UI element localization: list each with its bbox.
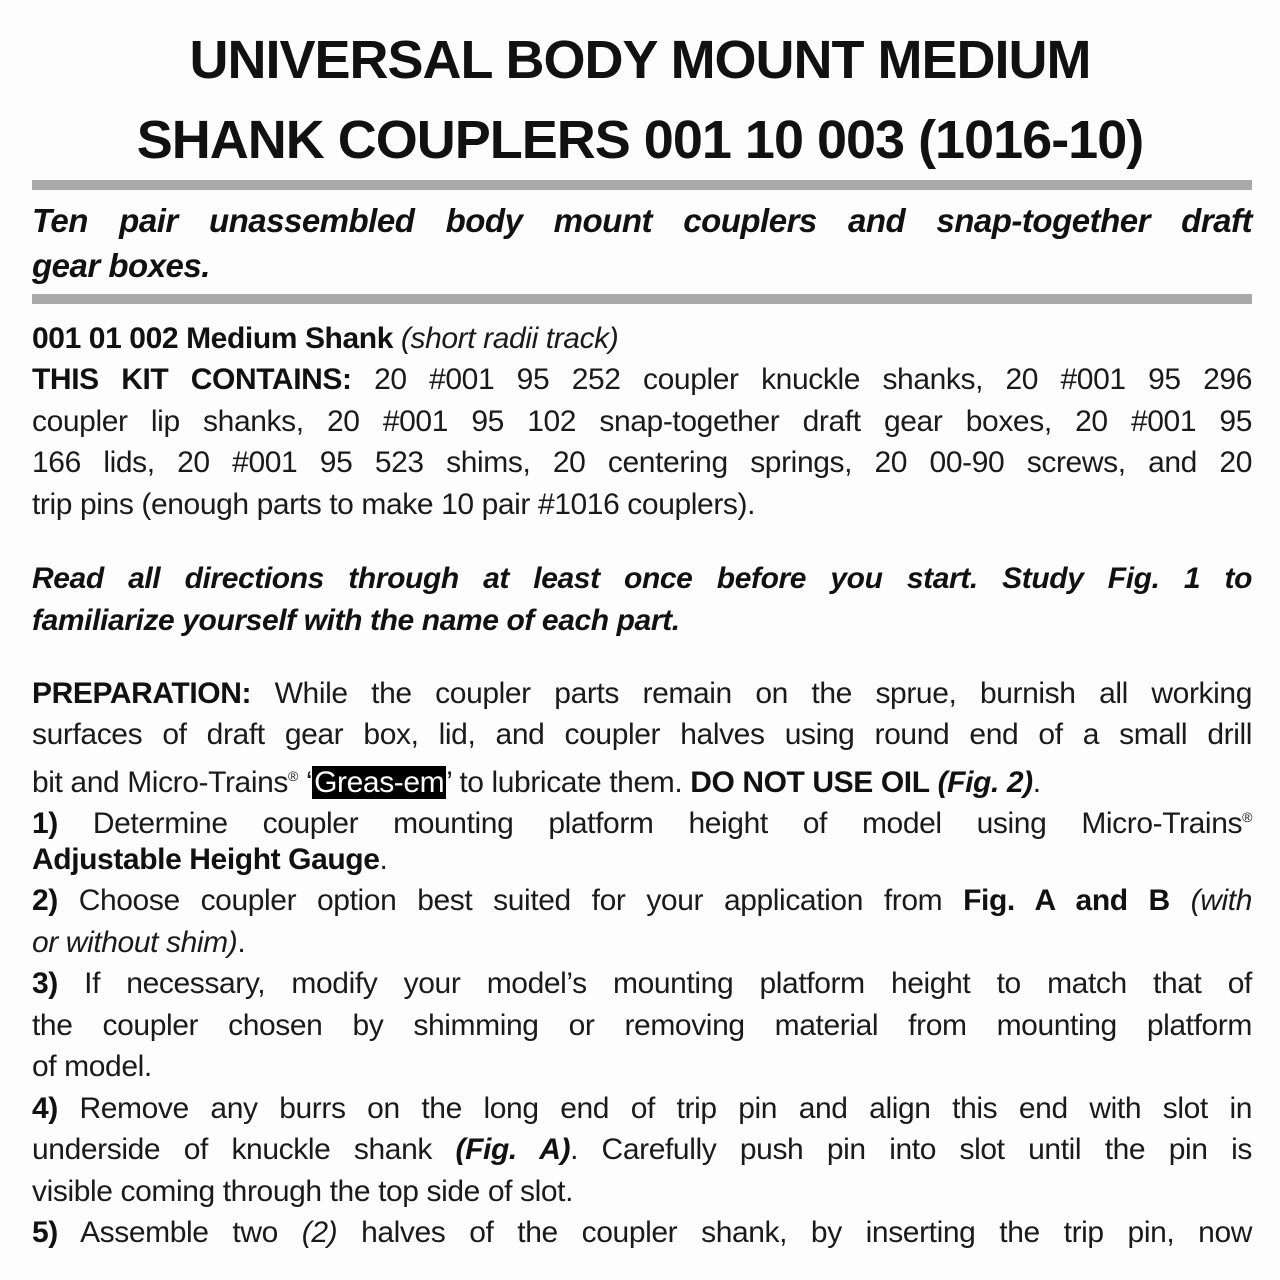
step-number: 4) — [32, 1092, 58, 1125]
step-number: 5) — [32, 1216, 58, 1249]
step-note: (with — [1169, 884, 1252, 917]
prep-line-1 — [32, 673, 1252, 714]
prep-text: to lubricate them. — [451, 766, 691, 799]
fig-ref: (Fig. 2) — [937, 766, 1033, 799]
step-number: 3) — [32, 967, 58, 1000]
step-text: Remove any burrs on the long end of trip pin and align this end with slot in — [57, 1092, 1252, 1125]
step-4-line-1 — [32, 1088, 1252, 1129]
no-oil-warning: DO NOT USE OIL — [690, 766, 930, 799]
document-title-line-1: UNIVERSAL BODY MOUNT MEDIUM — [189, 30, 1091, 90]
step-text: underside of knuckle shank — [32, 1133, 456, 1166]
step-4-line-2 — [32, 1129, 1252, 1170]
prep-line-3: bit and Micro-Trains® ‘Greas-em’ to lubricate them. DO NOT USE OIL (Fig. 2). — [32, 766, 1041, 799]
prep-label: PREPARATION: — [32, 677, 252, 710]
kit-contains-label: THIS KIT CONTAINS: — [32, 363, 352, 396]
kit-contents-line: trip pins (enough parts to make 10 pair #1016 couplers). — [32, 488, 756, 521]
step-text: . Carefully push pin into slot until the pin is — [570, 1133, 1252, 1166]
step-text: halves of the coupler shank, by inserting the trip pin, now — [337, 1216, 1252, 1249]
step-text: Assemble two — [57, 1216, 302, 1249]
step-text: Choose coupler option best suited for your application from — [57, 884, 964, 917]
fig-ref: (Fig. A) — [455, 1133, 571, 1166]
step-2-line-1 — [32, 880, 1252, 921]
step-text: If necessary, modify your model’s mounting platform height to match that of — [57, 967, 1252, 1000]
prep-text: bit and Micro-Trains — [32, 766, 288, 799]
read-first-line-2: familiarize yourself with the name of each part. — [32, 604, 680, 637]
punct: . — [1032, 766, 1041, 799]
step-3-line-1 — [32, 963, 1252, 1004]
step-number: 1) — [32, 807, 58, 840]
divider-rule — [32, 180, 1252, 190]
fig-ref: Fig. A and B — [963, 884, 1170, 917]
kit-contents-line — [32, 359, 1252, 400]
kit-part-number: 001 01 002 Medium Shank — [32, 322, 393, 355]
step-3-line-2: the coupler chosen by shimming or removing material from mounting platform — [32, 1009, 1252, 1042]
intro-line-2: gear boxes. — [32, 247, 210, 284]
intro-line-1: Ten pair unassembled body mount couplers and snap-together draft — [32, 202, 1252, 239]
kit-contents-line: 166 lids, 20 #001 95 523 shims, 20 centering springs, 20 00-90 screws, and 20 — [32, 446, 1252, 479]
step-5-line-1 — [32, 1212, 1252, 1253]
kit-part-note: (short radii track) — [400, 322, 619, 355]
step-1-line-1 — [32, 797, 1252, 844]
step-3-line-3: of model. — [32, 1050, 152, 1083]
kit-contents-line: coupler lip shanks, 20 #001 95 102 snap-together draft gear boxes, 20 #001 95 — [32, 405, 1252, 438]
step-note: (2) — [301, 1216, 338, 1249]
step-text: Determine coupler mounting platform height of model using Micro-Trains — [57, 807, 1243, 840]
document-title-line-2: SHANK COUPLERS 001 10 003 (1016-10) — [136, 110, 1144, 170]
step-note: or without shim) — [32, 926, 238, 959]
read-first-line-1: Read all directions through at least once before you start. Study Fig. 1 to — [32, 562, 1252, 595]
registered-mark: ® — [287, 768, 298, 784]
step-2-line-2: or without shim). — [32, 926, 246, 959]
step-1-line-2: Adjustable Height Gauge. — [32, 843, 388, 876]
kit-contents-text: 20 #001 95 252 coupler knuckle shanks, 20 #001 95 296 — [351, 363, 1252, 396]
prep-text: While the coupler parts remain on the sprue, burnish all working — [251, 677, 1252, 710]
registered-mark: ® — [1242, 809, 1252, 825]
greasem-highlight: Greas-em — [314, 766, 445, 799]
divider-rule — [32, 294, 1252, 304]
prep-line-2: surfaces of draft gear box, lid, and coupler halves using round end of a small drill — [32, 718, 1252, 751]
kit-part-line — [32, 318, 1252, 359]
step-4-line-3: visible coming through the top side of slot. — [32, 1175, 574, 1208]
gauge-name: Adjustable Height Gauge — [32, 843, 380, 876]
step-number: 2) — [32, 884, 58, 917]
